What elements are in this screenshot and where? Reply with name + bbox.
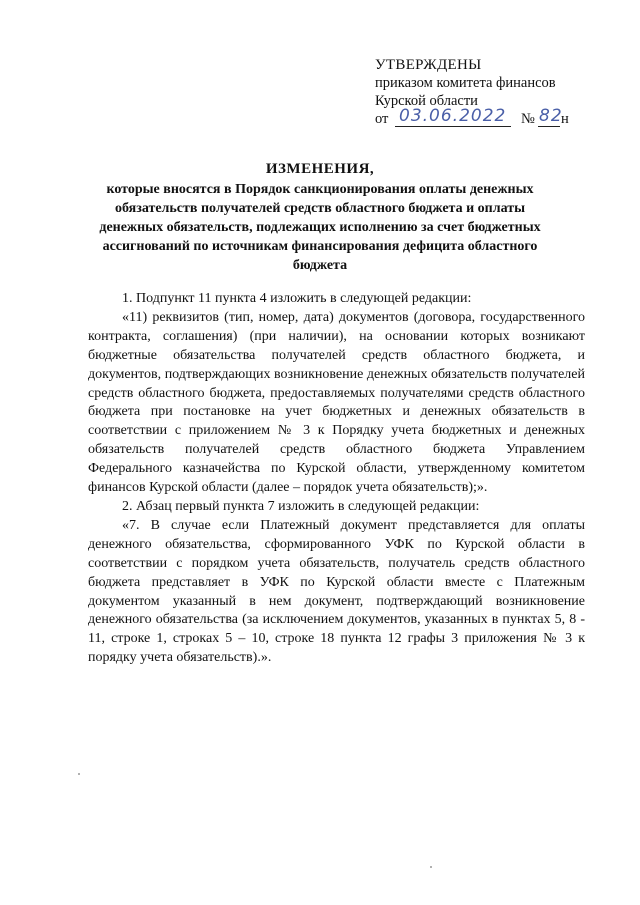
from-label: от: [375, 111, 389, 127]
number-label: №: [521, 111, 535, 127]
approval-line-order: приказом комитета финансов: [375, 75, 556, 91]
paragraph-3: 2. Абзац первый пункта 7 изложить в следующей редакции:: [122, 498, 480, 514]
scan-speck: [430, 866, 432, 868]
approval-date-number-line: [375, 106, 615, 130]
approval-stamp: [375, 56, 615, 130]
number-underline: [538, 126, 560, 127]
title-subtitle: которые вносятся в Порядок санкционирования оплаты денежных обязательств получателей средств областного бюджета и оплаты денежных обязательств, подлежащих исполнению за счет бюджетных ассигнований по источникам финансирования дефицита областного бюджета: [99, 182, 541, 273]
document-body: [88, 290, 585, 668]
paragraph-4: «7. В случае если Платежный документ представляется для оплаты денежного обязательства, сформированного УФК по Курской области в соответствии с порядком учета обязательств, получатель средств областного бюджета представляет в УФК по Курской области вместе с Платежным документом указанный в нем документ, подтверждающий возникновение денежного обязательства (за исключением документов, указанных в пунктах 5, 8 - 11, строке 1, строках 5 – 10, строке 18 пункта 12 графы 3 приложения № 3 к порядку учета обязательств).».: [88, 517, 585, 666]
date-underline: [395, 126, 511, 127]
paragraph-1: 1. Подпункт 11 пункта 4 изложить в следующей редакции:: [122, 291, 472, 306]
approval-heading: УТВЕРЖДЕНЫ: [375, 57, 482, 73]
title-main: ИЗМЕНЕНИЯ,: [265, 161, 375, 177]
handwritten-number: 82: [539, 106, 563, 126]
number-suffix: н: [561, 111, 569, 127]
approval-line-region: Курской области: [375, 93, 478, 109]
paragraph-2: «11) реквизитов (тип, номер, дата) документов (договора, государственного контракта, соглашения) (при наличии), на основании которых возникают бюджетные обязательства получателей средств областного бюджета, и документов, подтверждающих возникновение денежных обязательств получателей средств областного бюджета, предоставляемых получателями средств областного бюджета при постановке на учет бюджетных и денежных обязательств в соответствии с приложением № 3 к Порядку учета бюджетных и денежных обязательств получателей средств областного бюджета Управлением Федерального казначейства по Курской области, утвержденному комитетом финансов Курской области (далее – порядок учета обязательств);».: [88, 309, 585, 496]
handwritten-date: 03.06.2022: [399, 106, 507, 126]
scan-speck: [78, 773, 80, 775]
document-title: [90, 160, 550, 275]
